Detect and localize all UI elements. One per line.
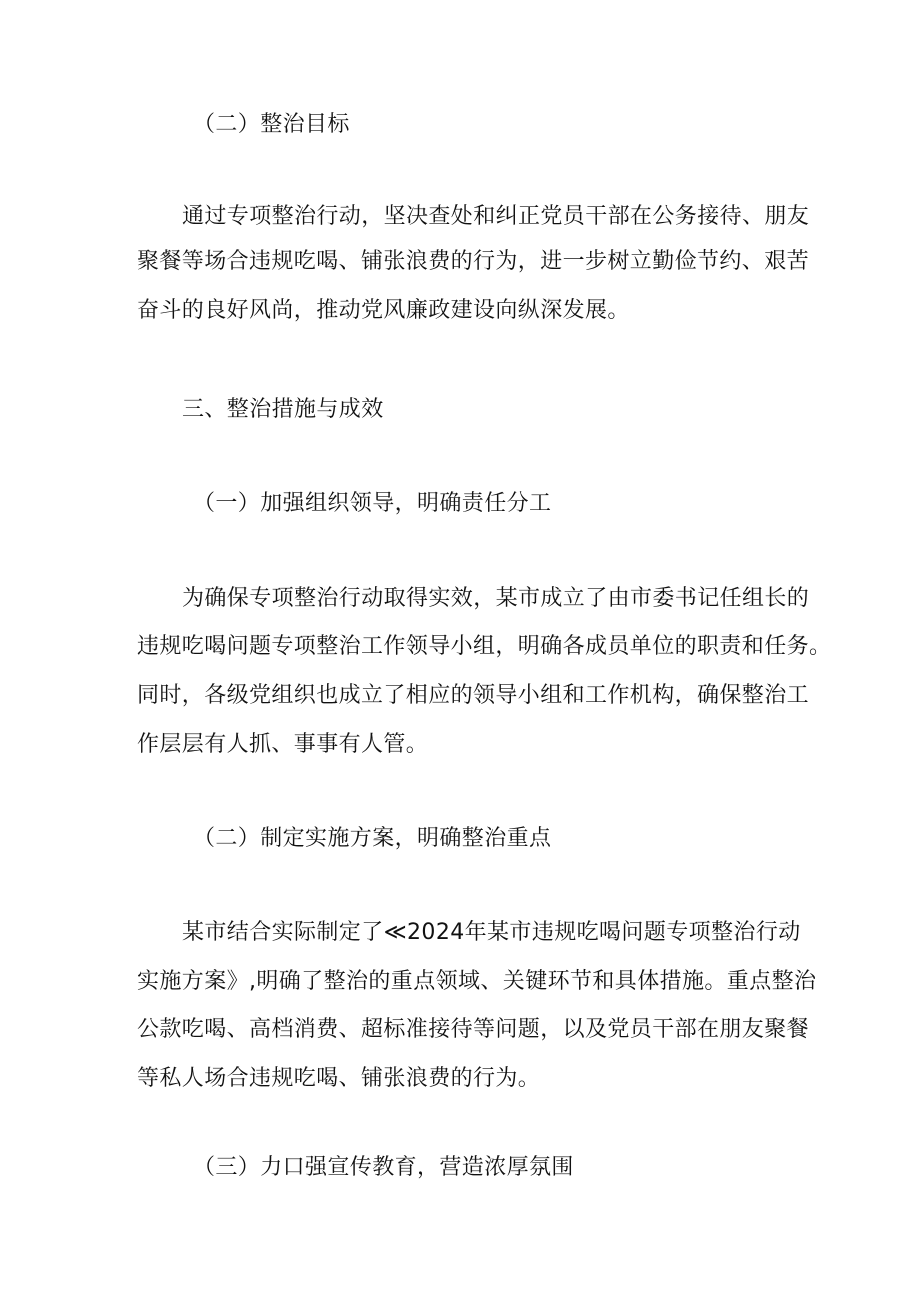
para-measure-2-line-2: 实施方案》,明确了整治的重点领域、关键环节和具体措施。重点整治 [137,969,817,994]
para-goal-line-3: 奋斗的良好风尚，推动党风廉政建设向纵深发展。 [137,298,630,323]
para-measure-1-line-2: 违规吃喝问题专项整治工作领导小组，明确各成员单位的职责和任务。 [137,634,832,659]
heading-measure-1: （一）加强组织领导，明确责任分工 [193,491,552,516]
para-measure-2-line-1: 某市结合实际制定了≪2024年某市违规吃喝问题专项整治行动 [182,920,801,945]
para-goal-line-1: 通过专项整治行动，坚决查处和纠正党员干部在公务接待、朋友 [182,204,810,229]
section-three-title: 三、整治措施与成效 [182,397,384,422]
para-goal-line-2: 聚餐等场合违规吃喝、铺张浪费的行为，进一步树立勤俭节约、艰苦 [137,249,810,274]
para-measure-1-line-1: 为确保专项整治行动取得实效，某市成立了由市委书记任组长的 [182,586,810,611]
para-measure-1-line-4: 作层层有人抓、事事有人管。 [137,732,429,757]
para-measure-2-line-4: 等私人场合违规吃喝、铺张浪费的行为。 [137,1066,541,1091]
heading-measure-3: （三）力口强宣传教育，营造浓厚氛围 [193,1155,574,1180]
heading-goal: （二）整治目标 [193,112,350,137]
heading-measure-2: （二）制定实施方案，明确整治重点 [193,826,552,851]
para-measure-1-line-3: 同时，各级党组织也成立了相应的领导小组和工作机构，确保整治工 [137,683,810,708]
para-measure-2-line-3: 公款吃喝、高档消费、超标准接待等问题，以及党员干部在朋友聚餐 [137,1017,810,1042]
